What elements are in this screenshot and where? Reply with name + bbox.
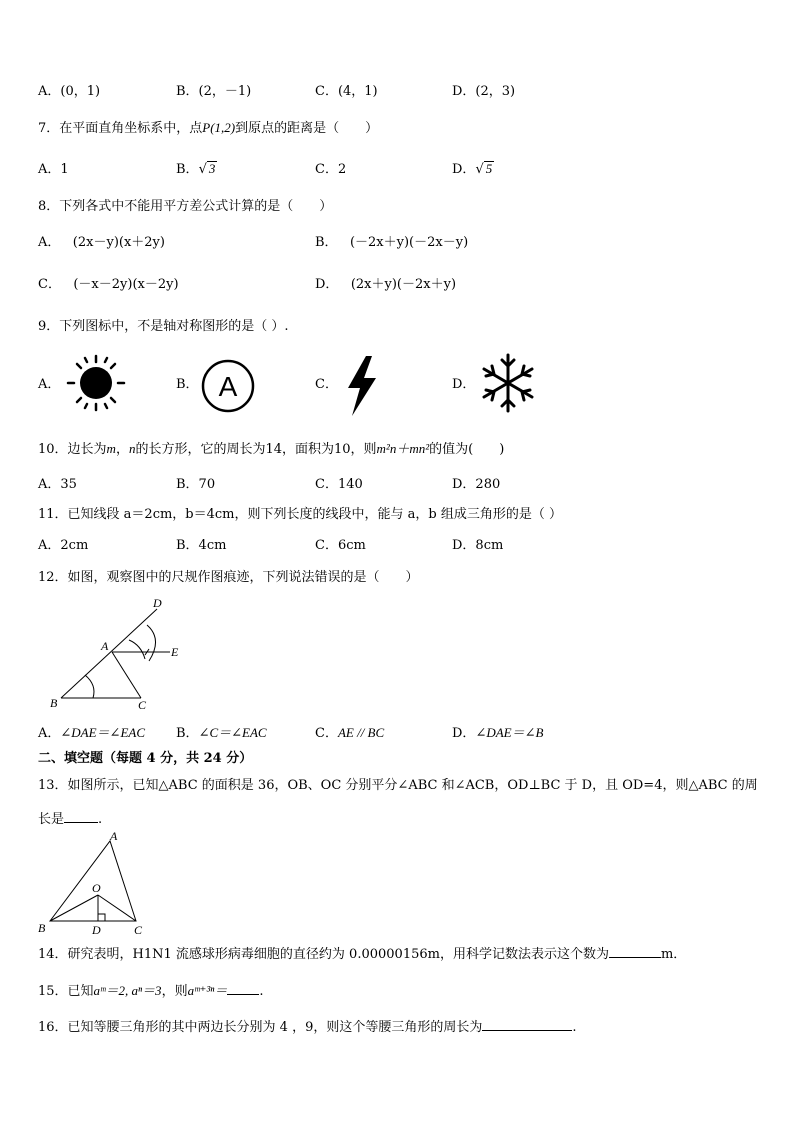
q12-option-a-label: A． <box>38 726 61 741</box>
q10-stem-3: 的值为( ) <box>429 442 505 457</box>
label-e: E <box>171 645 179 659</box>
q14-after: m． <box>660 947 687 962</box>
circle-letter: A <box>218 371 238 402</box>
q7-sqrt-d: 5 <box>485 161 493 176</box>
label-d: D <box>92 923 101 937</box>
q9-stem: 9．下列图标中，不是轴对称图形的是（ ）. <box>38 319 289 334</box>
sqrt-icon: √ <box>198 162 207 177</box>
q8-expr-b: (－2x＋y)(－2x－y) <box>349 235 469 250</box>
q10-option-b: B．70 <box>176 477 216 492</box>
q12-figure <box>45 595 195 713</box>
q8-option-b-label: B． <box>315 235 338 250</box>
q14-before: 14．研究表明，H1N1 流感球形病毒细胞的直径约为 0.00000156m，用科学记数法表示这个数为 <box>38 947 609 962</box>
q11-option-d: D．8cm <box>452 538 504 553</box>
q11-option-c: C．6cm <box>315 538 366 553</box>
q7-option-d-label: D． <box>452 162 476 177</box>
q8-option-b <box>315 234 468 252</box>
q13-line1: 13．如图所示，已知△ABC 的面积是 36，OB、OC 分别平分∠ABC 和∠ACB，OD⊥BC 于 D，且 OD=4，则△ABC 的周 <box>38 778 758 793</box>
q13-line2-before: 长是 <box>38 812 65 827</box>
q12-option-b-label: B． <box>176 726 199 741</box>
q8-option-c-label: C． <box>38 277 61 292</box>
q16-after: . <box>572 1020 577 1035</box>
q12-option-d <box>452 724 543 743</box>
label-b: B <box>38 921 46 935</box>
label-d: D <box>153 596 162 610</box>
q8-expr-d: (2x＋y)(－2x＋y) <box>350 277 457 292</box>
snowflake-icon <box>478 352 538 414</box>
q16-answer-blank[interactable] <box>482 1016 572 1031</box>
q12-option-c-label: C． <box>315 726 338 741</box>
q8-expr-c: (－x－2y)(x－2y) <box>73 277 179 292</box>
q8-stem: 8．下列各式中不能用平方差公式计算的是（ ） <box>38 199 333 214</box>
section-title: 二、填空题（每题 4 分，共 24 分） <box>38 751 253 766</box>
q10-m: m <box>106 441 116 456</box>
q15-after: . <box>259 984 264 999</box>
q10-option-a: A．35 <box>38 477 77 492</box>
q12-option-c <box>315 724 384 743</box>
q10-stem <box>38 440 504 459</box>
q16-before: 16．已知等腰三角形的其中两边长分别为 4 ，9，则这个等腰三角形的周长为 <box>38 1020 483 1035</box>
q9-label-b: B． <box>176 377 199 392</box>
q14-line <box>38 943 686 964</box>
q6-option-c: C．(4，1) <box>315 84 378 99</box>
arc-large <box>147 625 156 661</box>
q14-answer-blank[interactable] <box>609 943 661 958</box>
label-o: O <box>92 881 101 895</box>
q7-sqrt-b: 3 <box>208 161 216 176</box>
q7-option-d <box>452 161 494 179</box>
q7-option-b <box>176 161 217 179</box>
arc-a <box>129 640 145 659</box>
q12-stem: 12．如图，观察图中的尺规作图痕迹，下列说法错误的是（ ） <box>38 570 419 585</box>
q6-option-b: B．(2，－1) <box>176 84 252 99</box>
q11-option-a: A．2cm <box>38 538 89 553</box>
circled-a-icon <box>200 358 256 414</box>
sun-icon <box>64 354 128 412</box>
q7-option-a: A．1 <box>38 162 69 177</box>
q11-stem: 11．已知线段 a＝2cm，b＝4cm，则下列长度的线段中，能与 a，b 组成三角形的是（ ） <box>38 507 562 522</box>
q8-option-a-label: A． <box>38 235 61 250</box>
q10-option-d: D．280 <box>452 477 501 492</box>
q7-stem <box>38 119 378 138</box>
q10-n: n <box>128 441 136 456</box>
q16-line <box>38 1016 577 1037</box>
q9-label-d: D． <box>452 377 476 392</box>
q15-before: 15．已知 <box>38 984 94 999</box>
q8-option-d <box>315 276 456 294</box>
q8-option-c <box>38 276 179 294</box>
q12-option-d-label: D． <box>452 726 476 741</box>
q11-option-b: B．4cm <box>176 538 227 553</box>
q7-point: P(1,2) <box>202 120 236 135</box>
sqrt-icon: √ <box>475 162 484 177</box>
q7-stem-before: 7．在平面直角坐标系中，点 <box>38 121 203 136</box>
q10-stem-2: 的长方形，它的周长为14，面积为10，则 <box>135 442 377 457</box>
label-b: B <box>50 696 58 710</box>
q6-option-d: D．(2，3) <box>452 84 516 99</box>
q13-line2 <box>38 808 102 829</box>
q7-option-b-label: B． <box>176 162 199 177</box>
label-a: A <box>101 639 109 653</box>
segment-ac <box>112 652 141 698</box>
q15-target: aᵐ⁺³ⁿ＝ <box>187 983 228 998</box>
q12-option-b-expr: ∠C＝∠EAC <box>198 725 267 740</box>
q6-option-a: A．(0，1) <box>38 84 101 99</box>
q12-option-b <box>176 724 267 743</box>
q8-expr-a: (2x－y)(x＋2y) <box>72 235 165 250</box>
q8-option-d-label: D． <box>315 277 339 292</box>
segment-oc <box>98 895 136 921</box>
q15-line <box>38 980 264 1001</box>
q12-option-c-expr: AE // BC <box>337 725 385 740</box>
q15-cond: aᵐ＝2, aⁿ＝3 <box>93 983 162 998</box>
q9-label-c: C． <box>315 377 338 392</box>
q13-line2-after: . <box>98 812 103 827</box>
q8-option-a <box>38 234 165 252</box>
segment-ob <box>50 895 98 921</box>
q12-option-a <box>38 724 145 743</box>
q10-stem-1: 10．边长为 <box>38 442 107 457</box>
q9-label-a: A． <box>38 377 61 392</box>
arc-b <box>85 675 94 698</box>
label-a: A <box>110 829 118 843</box>
q10-sep: ， <box>115 442 129 457</box>
q10-expr: m²n＋mn² <box>376 441 430 456</box>
q10-option-c: C．140 <box>315 477 363 492</box>
label-c: C <box>138 698 147 712</box>
label-c: C <box>134 923 143 937</box>
q13-answer-blank[interactable] <box>64 808 98 823</box>
q13-figure <box>36 828 156 940</box>
lightning-icon <box>342 354 382 418</box>
right-angle-mark <box>98 914 105 921</box>
q15-answer-blank[interactable] <box>227 980 259 995</box>
q7-option-c: C．2 <box>315 162 347 177</box>
q7-stem-after: 到原点的距离是（ ） <box>235 121 379 136</box>
q12-option-d-expr: ∠DAE＝∠B <box>475 725 544 740</box>
q15-mid: ，则 <box>161 984 188 999</box>
q12-option-a-expr: ∠DAE＝∠EAC <box>60 725 145 740</box>
